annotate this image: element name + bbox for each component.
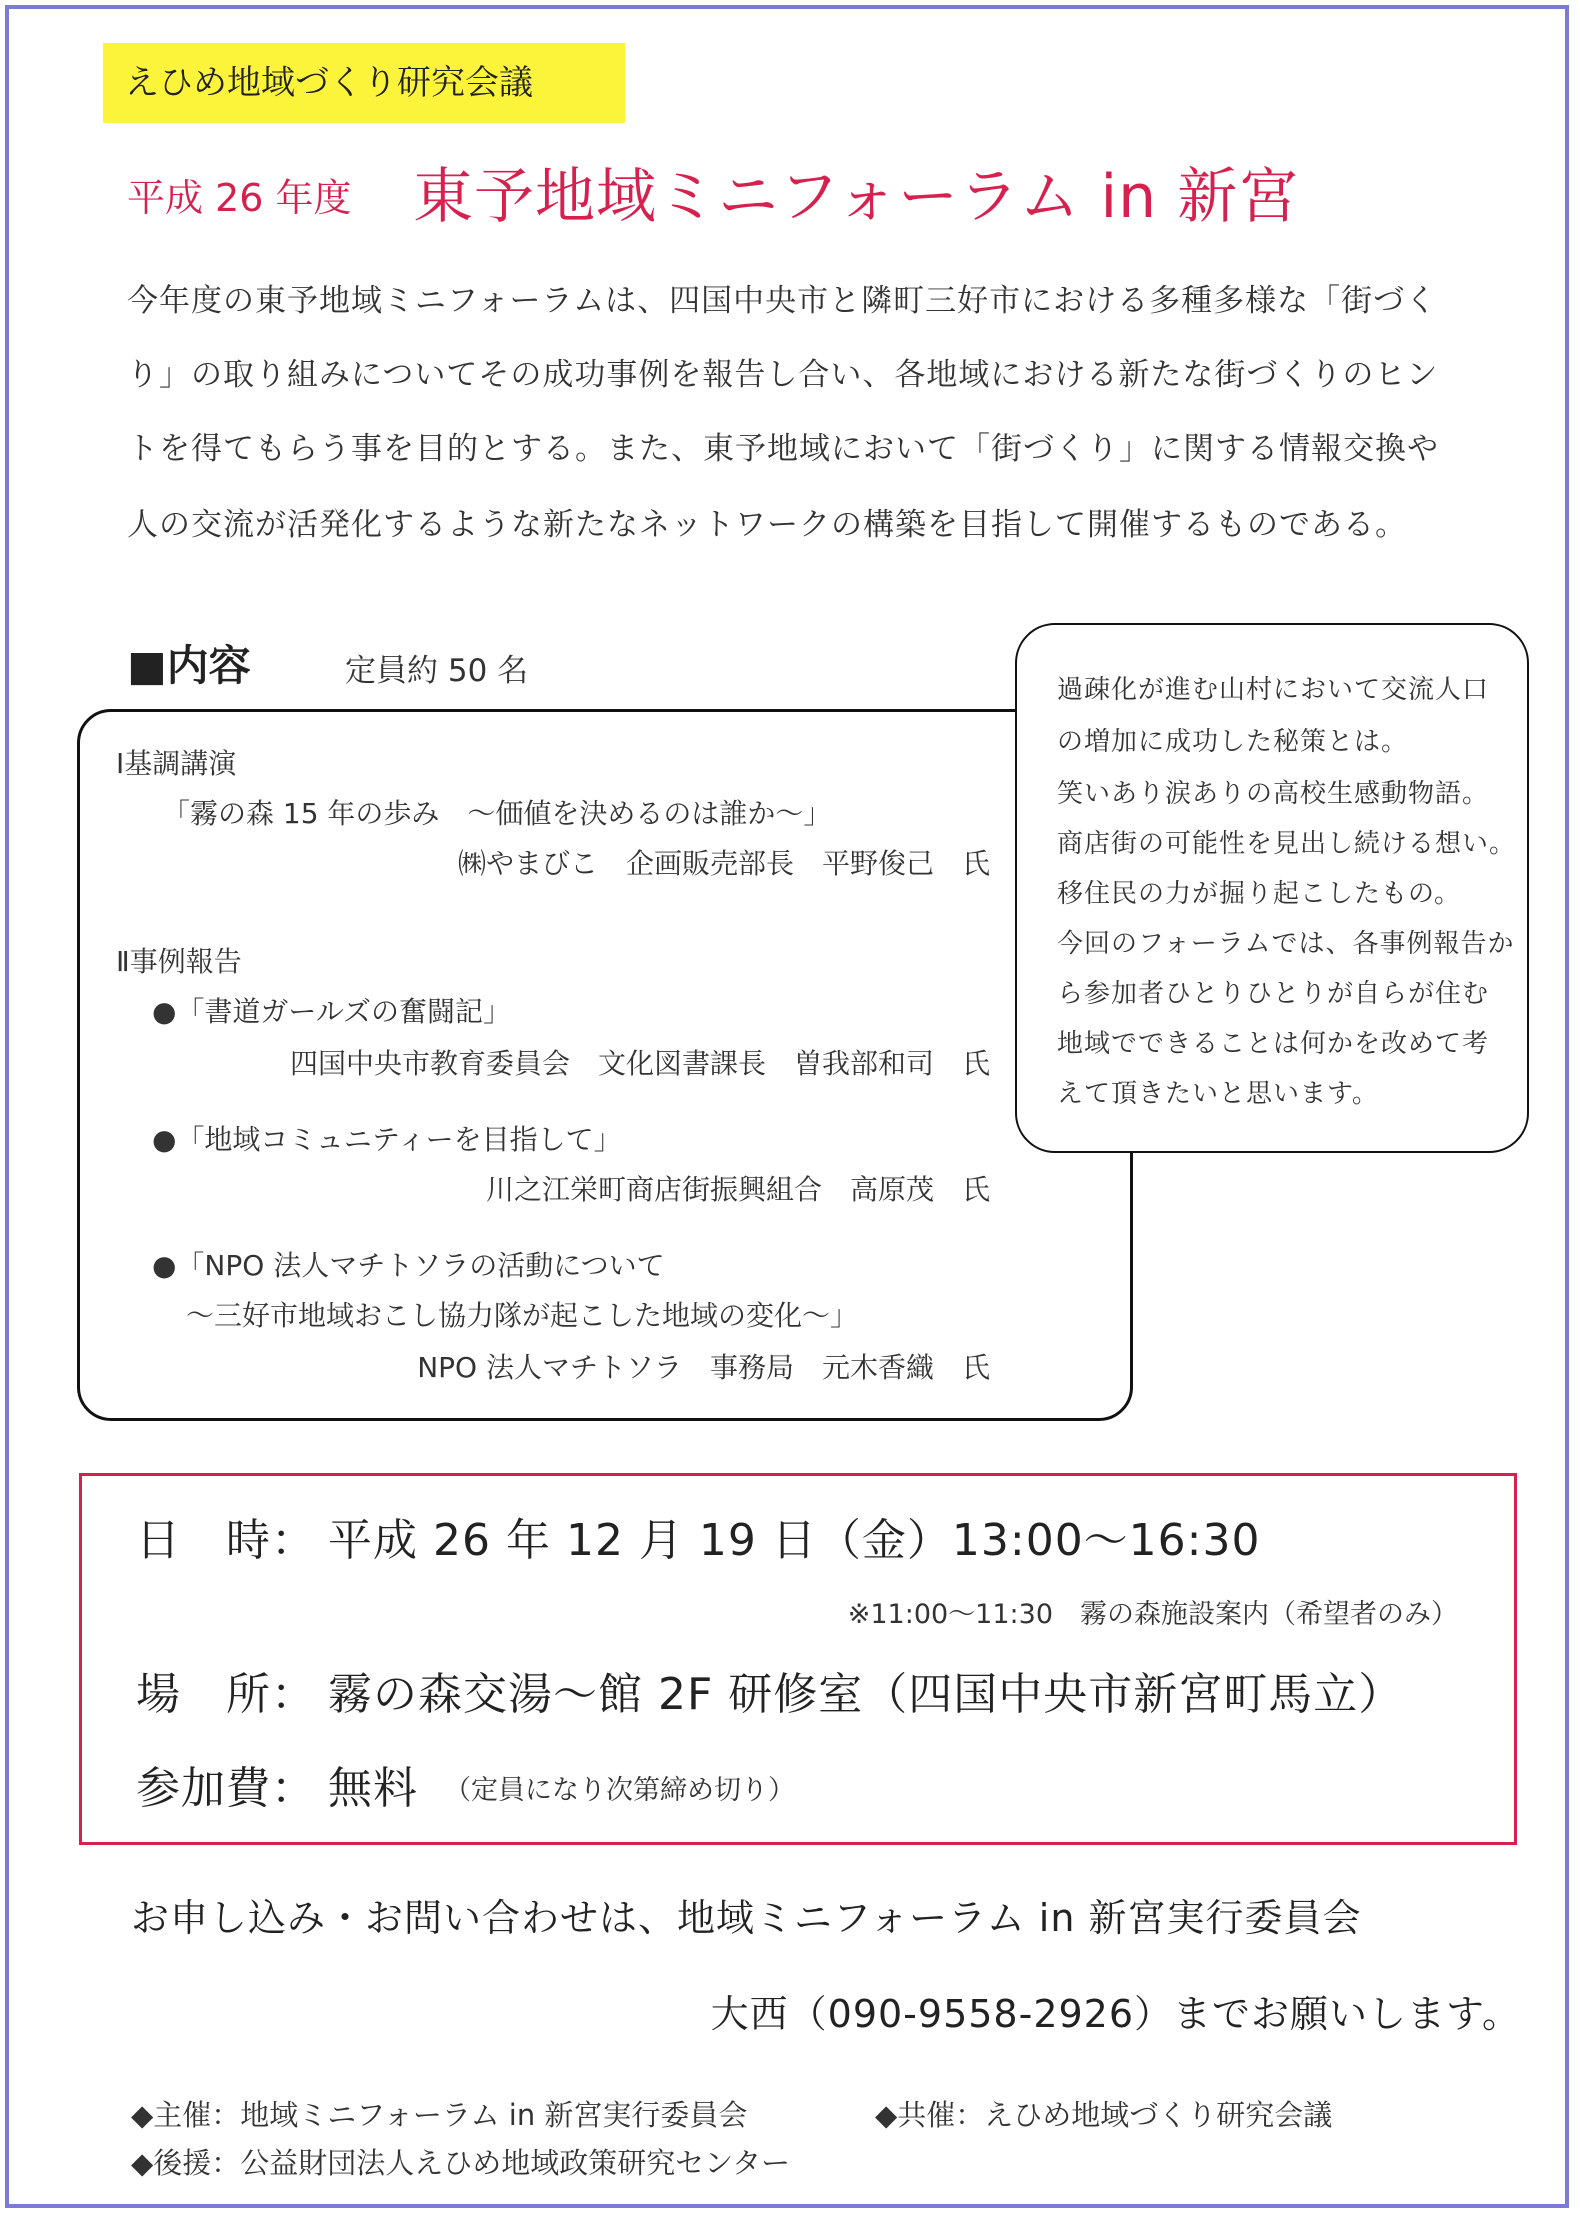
intro-line: り」の取り組みについてその成功事例を報告し合い、各地域における新たな街づくりのヒン <box>127 357 1439 393</box>
cases-heading: Ⅱ事例報告 <box>116 945 242 978</box>
case-title: ●「書道ガールズの奮闘記」 <box>152 995 512 1028</box>
fee-value: 無料 <box>328 1763 418 1814</box>
case-speaker: 四国中央市教育委員会 文化図書課長 曽我部和司 氏 <box>289 1047 990 1080</box>
tour-note: ※11:00～11:30 霧の森施設案内（希望者のみ） <box>847 1599 1458 1630</box>
summary-line: えて頂きたいと思います。 <box>1057 1079 1379 1109</box>
organizer-credit: ◆主催：地域ミニフォーラム in 新宮実行委員会 <box>131 2098 748 2132</box>
datetime-label: 日 時： <box>136 1515 316 1566</box>
summary-box <box>1015 623 1529 1153</box>
co-organizer-credit: ◆共催：えひめ地域づくり研究会議 <box>875 2098 1333 2132</box>
datetime-value: 平成 26 年 12 月 19 日（金）13:00～16:30 <box>328 1515 1261 1566</box>
summary-line: 今回のフォーラムでは、各事例報告か <box>1057 929 1515 959</box>
venue-value: 霧の森交湯～館 2F 研修室（四国中央市新宮町馬立） <box>328 1669 1404 1720</box>
case-title: ●「地域コミュニティーを目指して」 <box>152 1123 622 1156</box>
contact-line: お申し込み・お問い合わせは、地域ミニフォーラム in 新宮実行委員会 <box>131 1896 1362 1940</box>
case-title: ●「NPO 法人マチトソラの活動について <box>152 1249 665 1282</box>
flyer-page <box>5 5 1569 2208</box>
supporter-credit: ◆後援：公益財団法人えひめ地域政策研究センター <box>131 2146 791 2180</box>
case-speaker: 川之江栄町商店街振興組合 高原茂 氏 <box>485 1173 990 1206</box>
venue-label: 場 所： <box>136 1669 316 1720</box>
fee-note: （定員になり次第締め切り） <box>444 1775 795 1806</box>
intro-line: トを得てもらう事を目的とする。また、東予地域において「街づくり」に関する情報交換や <box>127 431 1439 467</box>
summary-line: 地域でできることは何かを改めて考 <box>1057 1029 1490 1059</box>
summary-line: ら参加者ひとりひとりが自らが住む <box>1057 979 1490 1009</box>
keynote-title: 「霧の森 15 年の歩み ～価値を決めるのは誰か～」 <box>162 797 832 830</box>
program-box <box>77 709 1133 1421</box>
summary-line: の増加に成功した秘策とは。 <box>1057 727 1409 757</box>
summary-line: 笑いあり涙ありの高校生感動物語。 <box>1057 779 1490 809</box>
summary-line: 移住民の力が掘り起こしたもの。 <box>1057 879 1461 909</box>
page-title: 東予地域ミニフォーラム in 新宮 <box>413 162 1300 232</box>
fee-label: 参加費： <box>136 1763 316 1814</box>
capacity-text: 定員約 50 名 <box>345 653 529 689</box>
keynote-speaker: ㈱やまびこ 企画販売部長 平野俊己 氏 <box>457 847 990 880</box>
keynote-heading: Ⅰ基調講演 <box>116 747 237 780</box>
event-info-box <box>79 1473 1517 1845</box>
contact-phone-line: 大西（090-9558-2926）までお願いします。 <box>710 1992 1521 2036</box>
fiscal-year: 平成 26 年度 <box>127 176 352 220</box>
case-speaker: NPO 法人マチトソラ 事務局 元木香織 氏 <box>417 1351 990 1384</box>
case-subtitle: ～三好市地域おこし協力隊が起こした地域の変化～」 <box>186 1299 859 1332</box>
intro-line: 今年度の東予地域ミニフォーラムは、四国中央市と隣町三好市における多種多様な「街づく <box>127 283 1438 319</box>
summary-line: 過疎化が進む山村において交流人口 <box>1057 675 1490 705</box>
content-heading: ■内容 <box>127 641 251 690</box>
organization-tag: えひめ地域づくり研究会議 <box>103 43 625 123</box>
summary-line: 商店街の可能性を見出し続ける想い。 <box>1057 829 1517 859</box>
intro-line: 人の交流が活発化するような新たなネットワークの構築を目指して開催するものである。 <box>127 507 1407 543</box>
